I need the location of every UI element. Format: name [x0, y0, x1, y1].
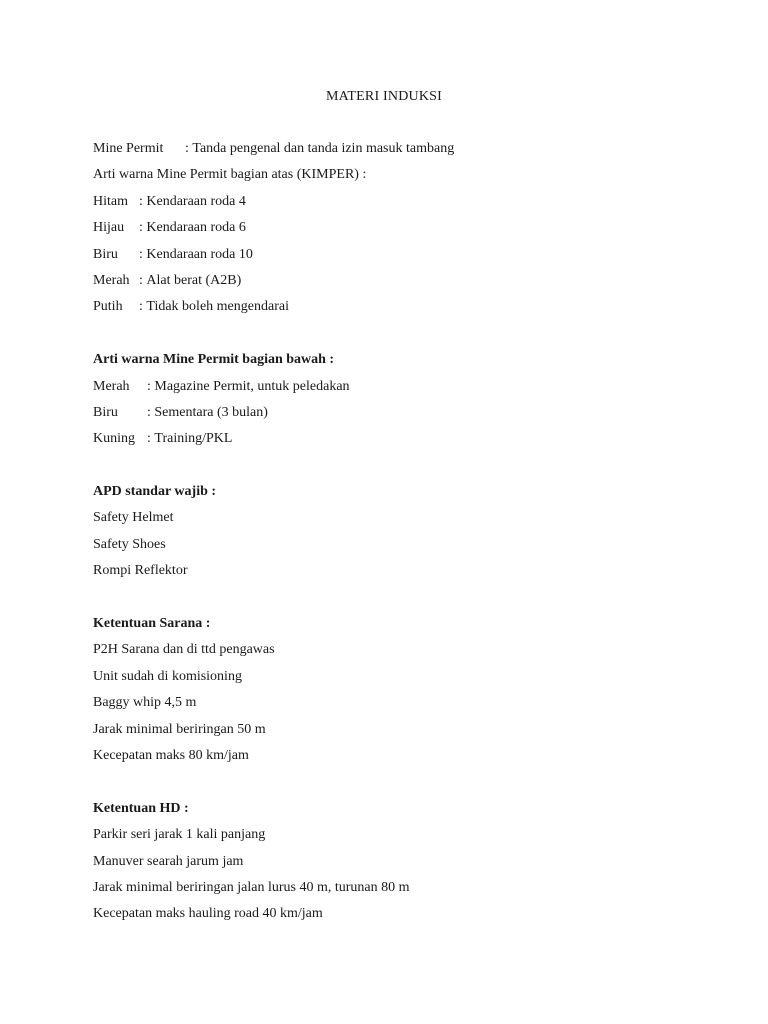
separator: :: [147, 404, 155, 420]
color-meaning: Tidak boleh mengendarai: [146, 299, 289, 315]
sarana-item: Jarak minimal beriringan 50 m: [93, 721, 266, 737]
hd-item: Manuver searah jarum jam: [93, 853, 244, 869]
bottom-color-row: [93, 377, 713, 403]
top-color-row: [93, 297, 713, 323]
spacer: [93, 588, 713, 614]
spacer: [93, 456, 713, 482]
bottom-color-row: [93, 403, 713, 429]
document-body: [93, 139, 713, 931]
top-color-row: [93, 245, 713, 271]
sarana-item: Unit sudah di komisioning: [93, 668, 242, 684]
color-name: Merah: [93, 378, 130, 394]
separator: :: [139, 193, 147, 209]
separator: :: [139, 246, 147, 262]
color-name: Merah: [93, 272, 130, 288]
apd-item: Safety Shoes: [93, 536, 166, 552]
spacer: [93, 324, 713, 350]
separator: :: [139, 220, 147, 236]
sarana-item: P2H Sarana dan di ttd pengawas: [93, 642, 275, 658]
separator: :: [139, 272, 147, 288]
color-name: Biru: [93, 404, 118, 420]
color-meaning: Sementara (3 bulan): [154, 404, 268, 420]
top-color-row: [93, 218, 713, 244]
sarana-item: Kecepatan maks 80 km/jam: [93, 747, 249, 763]
spacer: [93, 772, 713, 798]
separator: :: [147, 378, 155, 394]
color-meaning: Kendaraan roda 4: [146, 193, 246, 209]
apd-item: Safety Helmet: [93, 510, 174, 526]
separator: :: [147, 431, 155, 447]
color-name: Kuning: [93, 431, 135, 447]
color-name: Biru: [93, 246, 118, 262]
top-color-row: [93, 192, 713, 218]
document-title: MATERI INDUKSI: [326, 89, 442, 104]
mine-permit-value: Tanda pengenal dan tanda izin masuk tambang: [192, 141, 455, 156]
color-meaning: Alat berat (A2B): [146, 272, 242, 288]
sarana-item: Baggy whip 4,5 m: [93, 695, 197, 711]
mine-permit-definition: [93, 139, 713, 165]
color-meaning: Kendaraan roda 6: [146, 220, 246, 236]
bottom-color-row: [93, 429, 713, 455]
color-name: Putih: [93, 299, 123, 315]
color-name: Hijau: [93, 220, 125, 236]
top-color-row: [93, 271, 713, 297]
sarana-heading: Ketentuan Sarana :: [93, 616, 211, 632]
color-meaning: Training/PKL: [154, 431, 233, 447]
hd-item: Kecepatan maks hauling road 40 km/jam: [93, 906, 323, 922]
color-meaning: Magazine Permit, untuk peledakan: [154, 378, 350, 394]
color-meaning: Kendaraan roda 10: [146, 246, 253, 262]
apd-heading: APD standar wajib :: [93, 484, 217, 500]
hd-item: Parkir seri jarak 1 kali panjang: [93, 827, 266, 843]
mine-permit-label: Mine Permit: [93, 141, 164, 156]
hd-heading: Ketentuan HD :: [93, 800, 189, 816]
top-colors-heading: Arti warna Mine Permit bagian atas (KIMPER) :: [93, 167, 367, 183]
hd-item: Jarak minimal beriringan jalan lurus 40 m, turunan 80 m: [93, 879, 410, 895]
apd-item: Rompi Reflektor: [93, 563, 188, 579]
color-name: Hitam: [93, 193, 128, 209]
bottom-colors-heading: Arti warna Mine Permit bagian bawah :: [93, 352, 335, 368]
separator: :: [185, 141, 193, 156]
separator: :: [139, 299, 147, 315]
